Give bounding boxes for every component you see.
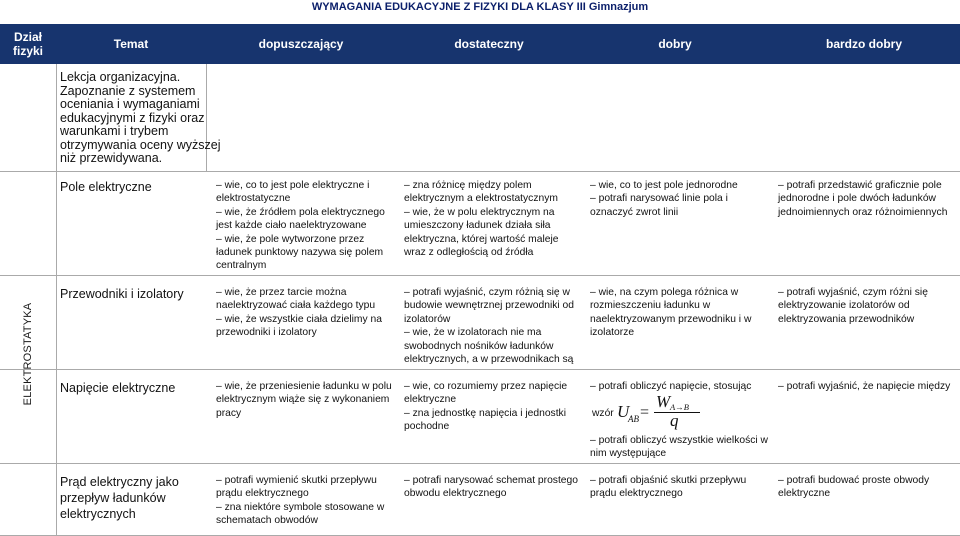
requirement-line: rozmieszczeniu ładunku w	[590, 300, 711, 312]
topic-line: Prąd elektryczny jako	[60, 475, 179, 489]
row3-dostateczny	[404, 380, 567, 434]
requirement-line: – potrafi wyjaśnić, czym różnią się w	[404, 287, 570, 298]
requirement-line: – potrafi objaśnić skutki przepływu	[590, 475, 747, 486]
intro-line: Lekcja organizacyjna.	[60, 70, 181, 84]
requirement-line: – potrafi obliczyć wszystkie wielkości w	[590, 435, 768, 446]
row2-bardzo-dobry	[778, 286, 928, 326]
requirement-line: swobodnych nośników ładunków	[404, 340, 554, 352]
requirement-line: – wie, że pole wytworzone przez	[216, 233, 365, 245]
requirement-line: wraz z odległością od źródła	[404, 247, 534, 259]
row-divider	[0, 369, 960, 370]
requirement-line: – potrafi przedstawić graficznie pole	[778, 180, 942, 191]
requirement-line: oznaczyć zwrot linii	[590, 206, 679, 218]
requirement-line: elektryczne	[778, 488, 831, 500]
requirement-line: – wie, co to jest pole elektryczne i	[216, 180, 370, 191]
row4-dobry	[590, 474, 746, 501]
requirement-line: – wie, co to jest pole jednorodne	[590, 180, 738, 191]
requirement-line: – potrafi narysować linie pola i	[590, 193, 728, 205]
formula-symbol-u: U	[617, 402, 630, 421]
topic-line: Przewodniki i izolatory	[60, 287, 184, 301]
requirement-line: budowie wewnętrznej przewodniki od	[404, 300, 574, 312]
row2-dopuszczajacy	[216, 286, 382, 340]
intro-line: warunkami i trybem	[60, 124, 169, 138]
formula-symbol-q: q	[670, 411, 679, 430]
requirement-line: elektryzowanie izolatorów od	[778, 300, 910, 312]
requirement-line: izolatorów	[404, 313, 451, 325]
section-sidebar	[0, 172, 56, 536]
header-dzial-line-1: Dział	[13, 30, 42, 44]
requirement-line: elektryczne	[404, 394, 457, 406]
requirement-line: – wie, że przez tarcie można	[216, 287, 347, 298]
row1-dobry	[590, 179, 738, 219]
requirement-line: ładunek punktowy nazywa się polem	[216, 247, 384, 259]
intro-line: oceniania i wymaganiami	[60, 97, 200, 111]
voltage-formula	[590, 392, 760, 431]
row-divider	[0, 463, 960, 464]
requirement-line: – potrafi obliczyć napięcie, stosując	[590, 381, 752, 392]
requirement-line: nim występujące	[590, 448, 667, 460]
section-label: ELEKTROSTATYKA	[22, 302, 34, 406]
intro-line: niż przewidywana.	[60, 151, 163, 165]
intro-lesson	[60, 70, 221, 166]
header-temat: Temat	[113, 37, 149, 51]
requirement-line: naelektryzowanym przewodniku i w	[590, 313, 752, 325]
formula-subscript-ab: AB	[628, 414, 639, 424]
requirement-line: – wie, że w izolatorach nie ma	[404, 327, 542, 339]
header-dobry: dobry	[658, 37, 692, 51]
topic-napiecie-elektryczne	[60, 380, 200, 396]
requirement-line: pochodne	[404, 421, 450, 433]
requirement-line: pracy	[216, 407, 242, 419]
table-header	[0, 24, 960, 64]
requirement-line: schematach obwodów	[216, 515, 318, 527]
requirement-line: – wie, że w polu elektrycznym na	[404, 206, 555, 218]
requirement-line: obwodu elektrycznego	[404, 488, 507, 500]
topic-pole-elektryczne	[60, 179, 200, 195]
topic-line: Napięcie elektryczne	[60, 381, 176, 395]
formula-symbol-w: W	[656, 392, 671, 411]
topic-line: elektrycznych	[60, 507, 136, 521]
row1-bardzo-dobry	[778, 179, 947, 219]
row4-bardzo-dobry	[778, 474, 929, 501]
intro-line: otrzymywania oceny wyższej	[60, 137, 221, 152]
row-divider	[0, 275, 960, 276]
requirement-line: – potrafi wyjaśnić, czym różni się	[778, 287, 928, 298]
row4-dopuszczajacy	[216, 474, 384, 528]
requirement-line: – potrafi narysować schemat prostego	[404, 475, 578, 486]
intro-line: Zapoznanie z systemem	[60, 83, 196, 98]
requirement-line: umieszczony ładunek działa siła	[404, 220, 551, 232]
requirement-line: jednoimiennych oraz różnoimiennych	[778, 206, 948, 218]
formula-subscript-a-to-b: A→B	[670, 402, 689, 412]
requirement-line: centralnym	[216, 260, 267, 272]
row-divider	[0, 171, 960, 172]
row3-bardzo-dobry	[778, 380, 950, 393]
header-dopuszczajacy: dopuszczający	[258, 37, 344, 51]
requirement-line: elektrycznym wiąże się z wykonaniem	[216, 394, 390, 406]
requirement-line: – potrafi wymienić skutki przepływu	[216, 475, 377, 486]
requirement-line: prądu elektrycznego	[216, 488, 309, 500]
formula-label: wzór	[592, 408, 614, 419]
requirement-line: – potrafi budować proste obwody	[778, 475, 930, 486]
row2-dobry	[590, 286, 751, 340]
requirement-line: prądu elektrycznego	[590, 488, 683, 500]
topic-prad-elektryczny	[60, 474, 200, 522]
column-divider	[56, 64, 57, 536]
row3-dobry-top	[590, 380, 751, 393]
row4-dostateczny	[404, 474, 578, 501]
topic-line: Pole elektryczne	[60, 180, 152, 194]
header-dostateczny: dostateczny	[454, 37, 524, 51]
requirement-line: elektryzowania przewodników	[778, 313, 915, 325]
requirement-line: przewodniki i izolatory	[216, 327, 317, 339]
requirement-line: elektrycznych, a w przewodnikach są	[404, 354, 574, 366]
header-dzial-line-2: fizyki	[12, 44, 43, 58]
row3-dobry-bottom	[590, 434, 768, 461]
row1-dopuszczajacy	[216, 179, 385, 273]
requirement-line: – zna jednostkę napięcia i jednostki	[404, 407, 566, 419]
header-dzial	[0, 24, 56, 64]
column-divider	[206, 64, 207, 172]
requirement-line: elektrycznym a elektrostatycznym	[404, 193, 558, 205]
requirement-line: – wie, że przeniesienie ładunku w polu	[216, 381, 392, 392]
row2-dostateczny	[404, 286, 574, 366]
requirement-line: elektryczna, której wartość maleje	[404, 233, 559, 245]
topic-line: przepływ ładunków	[60, 491, 166, 505]
requirement-line: – wie, na czym polega różnica w	[590, 287, 739, 298]
requirement-line: jednorodne i pole dwóch ładunków	[778, 193, 936, 205]
document-title: WYMAGANIA EDUKACYJNE Z FIZYKI DLA KLASY III Gimnazjum	[311, 1, 649, 13]
requirement-line: naelektryzować ciała każdego typu	[216, 300, 376, 312]
requirement-line: – potrafi wyjaśnić, że napięcie między	[778, 381, 951, 392]
requirement-line: izolatorze	[590, 327, 635, 339]
requirement-line: jest każde ciało naelektryzowane	[216, 220, 367, 232]
requirement-line: – zna różnicę między polem	[404, 180, 532, 191]
row1-dostateczny	[404, 179, 559, 259]
requirement-line: – wie, że wszystkie ciała dzielimy na	[216, 313, 382, 325]
requirement-line: – wie, co rozumiemy przez napięcie	[404, 381, 568, 392]
formula-equals: =	[640, 404, 650, 421]
intro-line: edukacyjnymi z fizyki oraz	[60, 110, 205, 125]
requirement-line: – zna niektóre symbole stosowane w	[216, 501, 385, 513]
requirement-line: elektrostatyczne	[216, 193, 291, 205]
header-bardzo-dobry: bardzo dobry	[825, 37, 902, 51]
topic-przewodniki-i-izolatory	[60, 286, 200, 302]
requirement-line: – wie, że źródłem pola elektrycznego	[216, 206, 385, 218]
row3-dopuszczajacy	[216, 380, 392, 420]
